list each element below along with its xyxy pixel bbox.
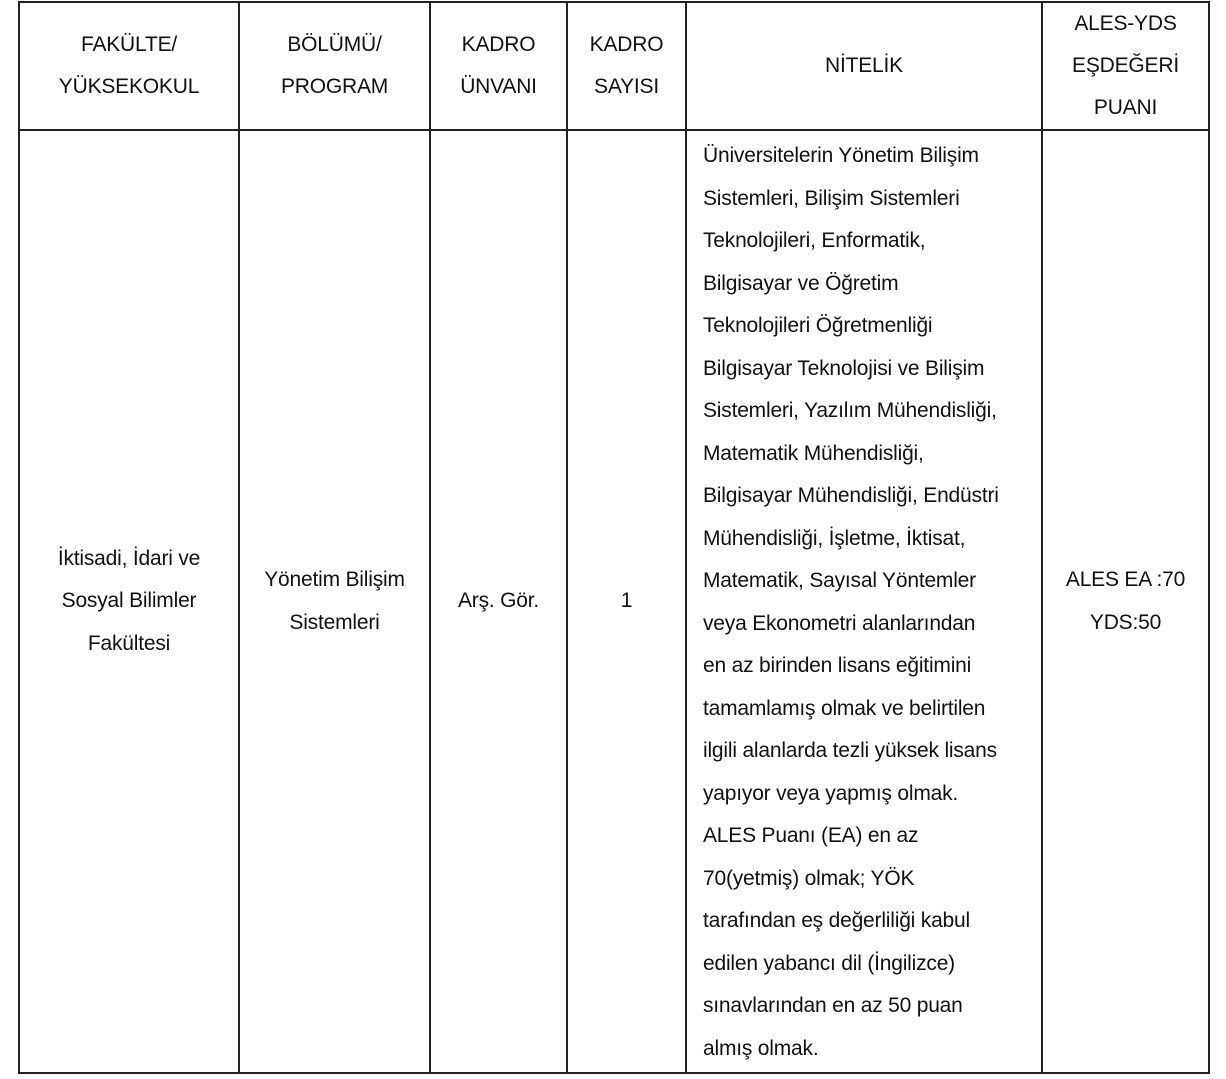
qualification-line: Bilgisayar ve Öğretim	[703, 271, 899, 295]
qualification-line: tamamlamış olmak ve belirtilen	[703, 696, 986, 720]
qualification-line: en az birinden lisans eğitimini	[703, 654, 972, 677]
header-qualification	[686, 2, 1042, 130]
header-text: FAKÜLTE/	[80, 33, 178, 56]
qualification-line: Bilgisayar Teknolojisi ve Bilişim	[703, 356, 985, 380]
qualification-line: 70(yetmiş) olmak; YÖK	[703, 866, 915, 890]
header-text: EŞDEĞERİ	[1072, 54, 1179, 77]
qualification-line: ALES Puanı (EA) en az	[703, 824, 919, 847]
cell-text: İktisadi, İdari ve	[57, 546, 201, 570]
header-faculty	[19, 2, 239, 130]
qualification-line: Bilgisayar Mühendisliği, Endüstri	[703, 484, 999, 507]
cell-text: Sosyal Bilimler	[61, 589, 197, 613]
cell-text: Arş. Gör.	[457, 589, 540, 613]
header-text: ÜNVANI	[460, 75, 537, 98]
table-header-row	[19, 2, 1209, 130]
qualification-line: Teknolojileri, Enformatik,	[703, 229, 926, 252]
cell-department	[239, 130, 430, 1073]
header-text: KADRO	[589, 33, 664, 56]
header-text: YÜKSEKOKUL	[58, 75, 200, 98]
qualification-line: Üniversitelerin Yönetim Bilişim	[703, 144, 979, 167]
header-score	[1042, 2, 1209, 130]
qualification-line: Sistemleri, Bilişim Sistemleri	[703, 186, 960, 210]
qualification-line: almış olmak.	[703, 1036, 819, 1060]
cell-text: Fakültesi	[87, 631, 171, 655]
header-count	[567, 2, 686, 130]
cell-text: YDS:50	[1089, 610, 1162, 634]
cell-qualification	[686, 130, 1042, 1073]
qualification-line: tarafından eş değerliliği kabul	[703, 909, 970, 932]
header-text: ALES-YDS	[1074, 12, 1177, 35]
cell-score	[1042, 130, 1209, 1073]
qualification-line: ilgili alanlarda tezli yüksek lisans	[703, 739, 997, 762]
cell-count	[567, 130, 686, 1073]
cell-text: Sistemleri	[289, 610, 380, 634]
qualification-line: Matematik Mühendisliği,	[703, 441, 924, 465]
header-department	[239, 2, 430, 130]
cell-title	[430, 130, 567, 1073]
table-row	[19, 130, 1209, 1073]
qualification-line: edilen yabancı dil (İngilizce)	[703, 951, 955, 975]
header-text: SAYISI	[594, 75, 659, 98]
cell-text: Yönetim Bilişim	[264, 568, 405, 591]
header-text: PUANI	[1093, 96, 1158, 119]
qualification-line: Matematik, Sayısal Yöntemler	[703, 569, 976, 592]
qualification-line: yapıyor veya yapmış olmak.	[703, 781, 959, 805]
qualification-line: Teknolojileri Öğretmenliği	[703, 314, 933, 337]
header-text: NİTELİK	[825, 54, 903, 77]
header-text: PROGRAM	[280, 75, 389, 98]
header-text: KADRO	[461, 33, 536, 56]
qualification-line: veya Ekonometri alanlarından	[703, 611, 976, 635]
cell-faculty	[19, 130, 239, 1073]
cell-text: 1	[620, 589, 633, 613]
staff-position-table	[18, 1, 1210, 1074]
header-text: BÖLÜMÜ/	[287, 33, 382, 56]
qualification-line: Sistemleri, Yazılım Mühendisliği,	[703, 399, 997, 422]
qualification-line: Mühendisliği, İşletme, İktisat,	[703, 526, 966, 550]
header-title	[430, 2, 567, 130]
cell-text: ALES EA :70	[1065, 568, 1186, 591]
qualification-line: sınavlarından en az 50 puan	[703, 994, 963, 1017]
